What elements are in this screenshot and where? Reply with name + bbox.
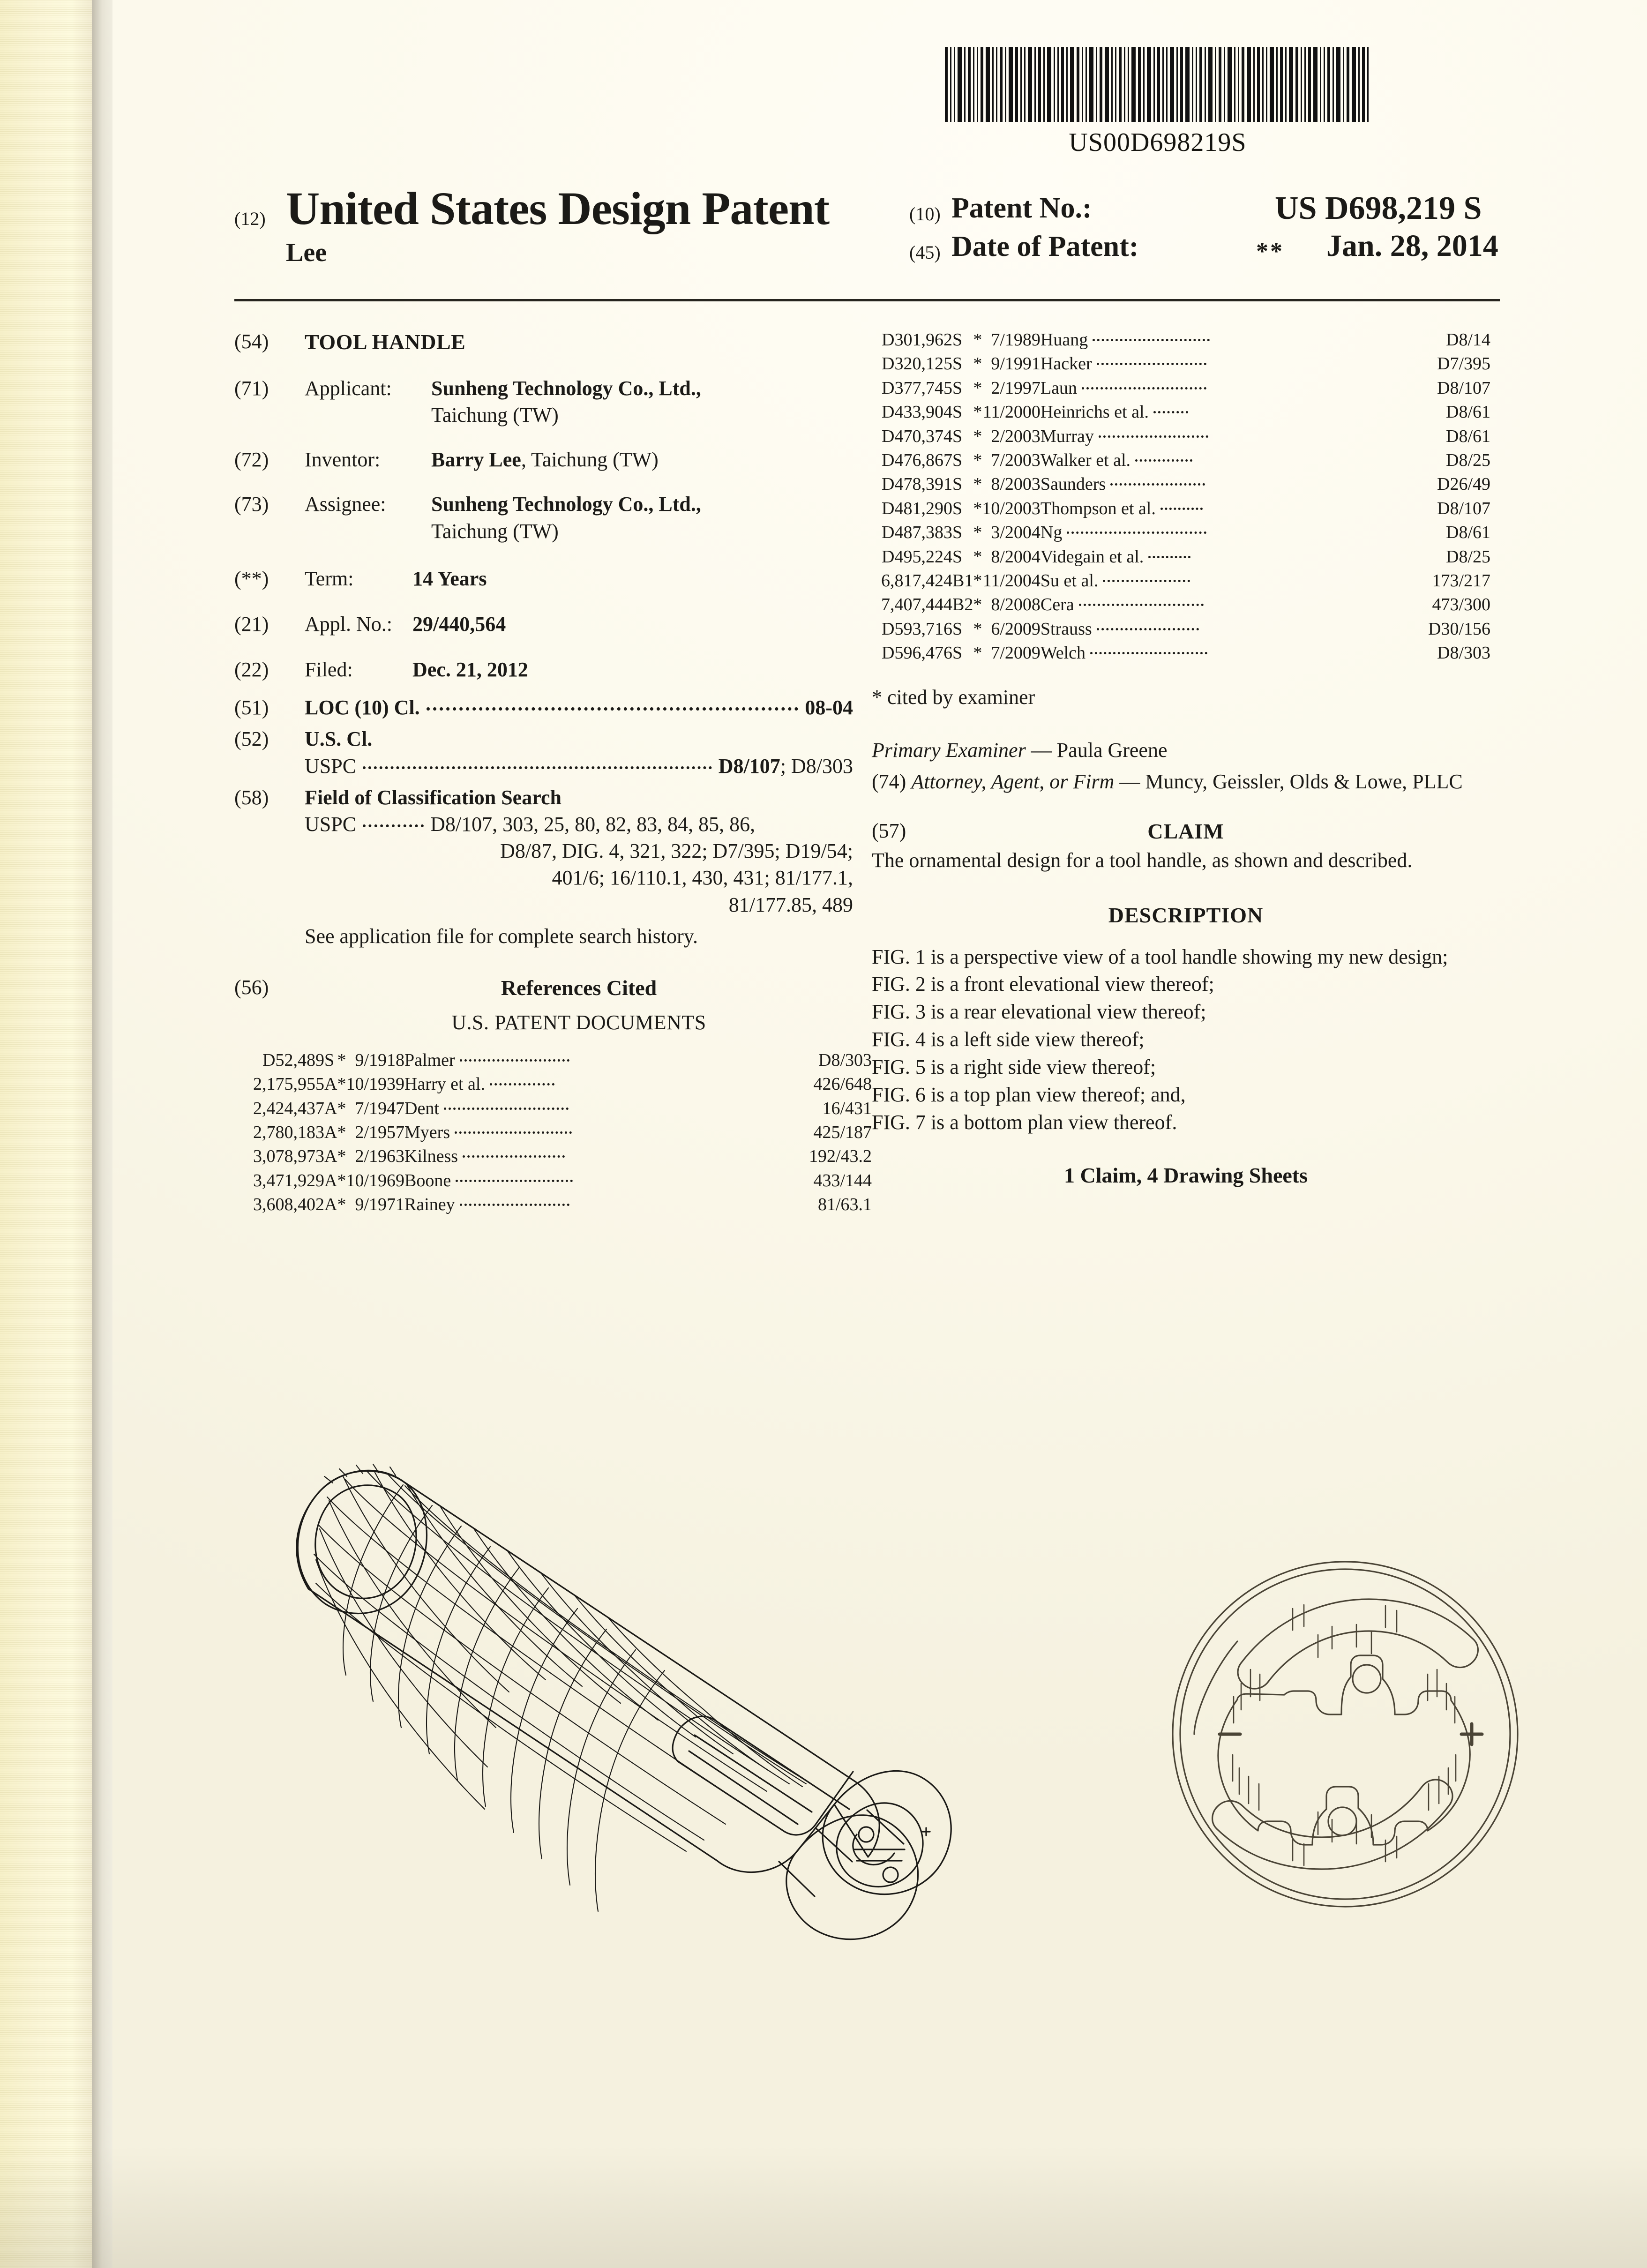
citation-number: 2,175,955 xyxy=(253,1074,324,1094)
citation-assignee-name: Palmer xyxy=(404,1048,809,1072)
citation-classification: D8/25 xyxy=(1446,450,1490,470)
dot-leader xyxy=(1079,604,1204,606)
citation-assignee-name: Thompson et al. xyxy=(1041,497,1428,521)
citation-row xyxy=(253,1145,872,1168)
field-21-appl-no xyxy=(234,611,853,637)
citation-date: 6/2009 xyxy=(991,619,1041,639)
citation-assignee-name: Videgain et al. xyxy=(1041,545,1428,569)
citation-kind-code: A xyxy=(324,1195,337,1215)
citation-examiner-star: * xyxy=(337,1195,346,1215)
dot-leader xyxy=(1148,556,1190,558)
citation-kind-code: S xyxy=(952,523,963,543)
primary-examiner-line xyxy=(872,737,1500,764)
citation-row xyxy=(881,569,1490,593)
field-code-74: (74) xyxy=(872,770,906,793)
citation-date: 8/2003 xyxy=(991,474,1041,494)
dot-leader xyxy=(444,1108,569,1110)
citation-number: D377,745 xyxy=(882,378,952,398)
citation-number: D52,489 xyxy=(262,1050,324,1070)
citation-classification: 426/648 xyxy=(813,1074,872,1094)
citation-row xyxy=(881,328,1490,352)
field-72-inventor xyxy=(234,446,853,473)
attorney-line xyxy=(872,768,1500,796)
dot-leader xyxy=(1099,435,1208,438)
citation-assignee-name: Ng xyxy=(1041,521,1428,545)
citation-classification: D26/49 xyxy=(1437,474,1490,494)
citation-row xyxy=(881,641,1490,665)
page-title: United States Design Patent xyxy=(286,182,830,234)
citation-kind-code: S xyxy=(952,643,963,663)
citation-examiner-star: * xyxy=(973,426,982,446)
dot-leader xyxy=(1153,411,1188,413)
date-of-patent: Jan. 28, 2014 xyxy=(1326,229,1498,263)
citation-kind-code: S xyxy=(952,498,963,518)
loc-class-label: LOC (10) Cl. xyxy=(305,696,420,719)
references-cited-heading: References Cited xyxy=(501,975,657,1000)
citation-row xyxy=(881,545,1490,569)
citation-assignee-name: Su et al. xyxy=(1041,569,1428,593)
term-label: Term: xyxy=(305,567,354,590)
citation-kind-code: S xyxy=(952,354,963,374)
left-column xyxy=(234,328,872,1217)
dot-leader xyxy=(1135,459,1192,462)
dot-leader xyxy=(1110,483,1205,486)
field-code: (51) xyxy=(234,696,269,719)
citation-date: 9/1971 xyxy=(355,1195,405,1215)
attorney-firm: Muncy, Geissler, Olds & Lowe, PLLC xyxy=(1145,770,1463,793)
citation-examiner-star: * xyxy=(337,1050,346,1070)
citation-date: 11/2000 xyxy=(982,402,1041,422)
citation-date: 9/1991 xyxy=(991,354,1041,374)
citation-classification: 81/63.1 xyxy=(817,1195,872,1215)
search-class-line-2: D8/87, DIG. 4, 321, 322; D7/395; D19/54; xyxy=(500,839,853,863)
inventor-name: Barry Lee xyxy=(431,448,521,472)
citation-examiner-star: * xyxy=(973,402,982,422)
claim-text: The ornamental design for a tool handle, as shown and described. xyxy=(872,849,1413,872)
citation-classification: D8/303 xyxy=(818,1050,872,1070)
citation-number: 3,608,402 xyxy=(253,1195,324,1215)
dot-leader xyxy=(1097,628,1199,630)
us-cl-label: U.S. Cl. xyxy=(305,727,373,751)
citations-table-left xyxy=(253,1048,872,1217)
assignee-city: Taichung (TW) xyxy=(431,519,559,543)
citation-number: 7,407,444 xyxy=(881,595,952,615)
em-dash: — xyxy=(1026,738,1057,762)
citation-examiner-star: * xyxy=(973,354,982,374)
citation-number: D476,867 xyxy=(882,450,952,470)
scan-gutter xyxy=(0,0,92,2268)
patent-no-label: Patent No.: xyxy=(951,192,1092,224)
citation-classification: 192/43.2 xyxy=(809,1146,872,1167)
citation-date: 7/1989 xyxy=(991,330,1041,350)
citation-number: D433,904 xyxy=(882,402,952,422)
field-71-applicant xyxy=(234,375,853,428)
citation-number: D495,224 xyxy=(882,546,952,567)
search-history-note: See application file for complete search history. xyxy=(305,924,698,948)
inventor-city: , Taichung (TW) xyxy=(521,448,659,472)
applicant-name: Sunheng Technology Co., Ltd., xyxy=(431,376,701,400)
citation-examiner-star: * xyxy=(973,595,982,615)
citation-assignee-name: Cera xyxy=(1041,593,1428,617)
us-patent-documents-subheading: U.S. PATENT DOCUMENTS xyxy=(451,1010,706,1034)
citation-date: 3/2004 xyxy=(991,523,1041,543)
citation-classification: 433/144 xyxy=(813,1170,872,1190)
citation-kind-code: S xyxy=(952,426,963,446)
citation-examiner-star: * xyxy=(973,570,982,591)
figure-description: FIG. 6 is a top plan view thereof; and, xyxy=(872,1083,1186,1107)
citation-assignee-name: Hacker xyxy=(1041,352,1428,376)
citation-classification: D8/107 xyxy=(1437,378,1490,398)
citation-classification: D8/25 xyxy=(1446,546,1490,567)
citation-date: 10/1969 xyxy=(346,1170,405,1190)
field-code: (58) xyxy=(234,786,269,809)
citation-number: 3,078,973 xyxy=(253,1146,324,1167)
citation-date: 7/1947 xyxy=(355,1098,405,1118)
citation-row xyxy=(253,1193,872,1217)
citation-classification: D8/107 xyxy=(1437,498,1490,518)
cited-by-examiner-note: * cited by examiner xyxy=(872,686,1035,709)
citation-date: 7/2003 xyxy=(991,450,1041,470)
attorney-label: Attorney, Agent, or Firm xyxy=(911,770,1115,793)
citation-row xyxy=(881,352,1490,376)
citation-number: D478,391 xyxy=(882,474,952,494)
citation-kind-code: S xyxy=(952,450,963,470)
masthead xyxy=(234,182,1500,288)
drawing-area xyxy=(202,1336,1631,2133)
dot-leader xyxy=(460,1204,569,1206)
citation-assignee-name: Huang xyxy=(1041,328,1428,352)
citation-row xyxy=(881,376,1490,400)
citation-assignee-name: Saunders xyxy=(1041,472,1428,496)
citation-kind-code: B2 xyxy=(952,595,973,615)
tool-handle-perspective-drawing xyxy=(297,1464,951,1939)
figure-description: FIG. 5 is a right side view thereof; xyxy=(872,1055,1156,1079)
citation-classification: D8/303 xyxy=(1437,643,1490,663)
claim-heading: CLAIM xyxy=(1147,819,1224,844)
loc-class-value: 08-04 xyxy=(805,696,853,719)
citation-classification: 425/187 xyxy=(813,1122,872,1142)
field-54-title xyxy=(234,328,853,356)
citation-kind-code: S xyxy=(952,378,963,398)
dot-leader xyxy=(463,1155,565,1158)
applicant-city: Taichung (TW) xyxy=(431,403,559,427)
citation-kind-code: B1 xyxy=(952,570,973,591)
filed-label: Filed: xyxy=(305,658,353,681)
citation-number: D320,125 xyxy=(882,354,952,374)
inventor-label: Inventor: xyxy=(305,448,381,472)
citation-classification: 16/431 xyxy=(822,1098,872,1118)
uspc-label: USPC xyxy=(305,754,357,778)
citation-kind-code: A xyxy=(324,1074,337,1094)
field-code: (22) xyxy=(234,658,269,681)
term-value: 14 Years xyxy=(412,567,487,590)
citation-row xyxy=(253,1169,872,1193)
dot-leader xyxy=(490,1083,554,1085)
citation-examiner-star: * xyxy=(973,546,982,567)
dot-leader xyxy=(1093,339,1210,341)
citation-number: D593,716 xyxy=(882,619,952,639)
citation-examiner-star: * xyxy=(973,330,982,350)
term-asterisk-marker: ** xyxy=(1256,238,1284,265)
citation-kind-code: S xyxy=(952,402,963,422)
citation-kind-code: S xyxy=(324,1050,335,1070)
citation-examiner-star: * xyxy=(973,474,982,494)
citation-classification: 473/300 xyxy=(1432,595,1490,615)
patent-number: US D698,219 S xyxy=(1275,190,1482,226)
citation-examiner-star: * xyxy=(973,619,982,639)
citation-row xyxy=(881,400,1490,424)
citation-row xyxy=(881,617,1490,641)
citation-row xyxy=(253,1097,872,1121)
right-column xyxy=(872,328,1500,1188)
invention-title: TOOL HANDLE xyxy=(305,330,466,354)
search-class-line-4: 81/177.85, 489 xyxy=(728,893,853,916)
citation-number: 2,424,437 xyxy=(253,1098,324,1118)
uspc-secondary-class: ; D8/303 xyxy=(780,754,853,778)
citation-row xyxy=(253,1072,872,1096)
citation-assignee-name: Boone xyxy=(404,1169,809,1193)
citation-examiner-star: * xyxy=(973,643,982,663)
barcode-number: US00D698219S xyxy=(1069,128,1247,157)
citation-number: D301,962 xyxy=(882,330,952,350)
citation-classification: D8/61 xyxy=(1446,523,1490,543)
citation-date: 11/2004 xyxy=(982,570,1041,591)
field-code: (21) xyxy=(234,612,269,636)
citation-examiner-star: * xyxy=(337,1170,346,1190)
citation-examiner-star: * xyxy=(337,1074,346,1094)
figure-description: FIG. 1 is a perspective view of a tool handle showing my new design; xyxy=(872,945,1448,968)
dot-leader xyxy=(1090,652,1207,654)
citation-examiner-star: * xyxy=(973,498,982,518)
figure-description: FIG. 4 is a left side view thereof; xyxy=(872,1028,1145,1051)
citation-kind-code: A xyxy=(324,1146,337,1167)
citation-examiner-star: * xyxy=(973,378,982,398)
citation-date: 2/2003 xyxy=(991,426,1041,446)
citation-date: 8/2004 xyxy=(991,546,1041,567)
citation-row xyxy=(881,521,1490,545)
tool-handle-end-view-drawing xyxy=(1173,1562,1518,1907)
field-code: (**) xyxy=(234,567,269,590)
appl-no-label: Appl. No.: xyxy=(305,612,392,636)
citation-examiner-star: * xyxy=(337,1098,346,1118)
citation-assignee-name: Dent xyxy=(404,1097,809,1121)
appl-no-value: 29/440,564 xyxy=(412,612,506,636)
field-58-search-field xyxy=(234,784,853,950)
primary-examiner-name: Paula Greene xyxy=(1056,738,1168,762)
citation-date: 2/1963 xyxy=(355,1146,405,1167)
field-of-search-label: Field of Classification Search xyxy=(305,786,561,809)
citation-number: 6,817,424 xyxy=(881,570,952,591)
claim-sheet-count: 1 Claim, 4 Drawing Sheets xyxy=(1063,1163,1308,1188)
assignee-name: Sunheng Technology Co., Ltd., xyxy=(431,493,701,516)
citation-kind-code: A xyxy=(324,1098,337,1118)
field-code: (52) xyxy=(234,727,269,751)
field-22-filed xyxy=(234,656,853,683)
field-52-us-class xyxy=(234,726,853,779)
citation-date: 8/2008 xyxy=(991,595,1041,615)
citation-assignee-name: Welch xyxy=(1041,641,1428,665)
barcode-image xyxy=(844,47,1472,122)
field-code: (56) xyxy=(234,975,269,999)
field-code-45: (45) xyxy=(909,242,941,263)
citation-assignee-name: Rainey xyxy=(404,1193,809,1217)
citation-row xyxy=(881,449,1490,472)
citation-date: 2/1957 xyxy=(355,1122,405,1142)
field-code: (73) xyxy=(234,493,269,516)
dot-leader xyxy=(1160,508,1203,510)
dot-leader xyxy=(363,824,424,827)
assignee-label: Assignee: xyxy=(305,493,386,516)
citation-date: 7/2009 xyxy=(991,643,1041,663)
citation-classification: 173/217 xyxy=(1432,570,1490,591)
citation-assignee-name: Harry et al. xyxy=(404,1072,809,1096)
citation-number: 2,780,183 xyxy=(253,1122,324,1142)
citation-examiner-star: * xyxy=(337,1146,346,1167)
citation-kind-code: S xyxy=(952,330,963,350)
citations-table-right xyxy=(881,328,1490,665)
dot-leader xyxy=(456,1180,573,1182)
citation-kind-code: S xyxy=(952,474,963,494)
dot-leader xyxy=(427,707,799,711)
citation-row xyxy=(881,593,1490,617)
field-code: (54) xyxy=(234,330,269,353)
dot-leader xyxy=(1103,580,1190,582)
search-class-line-1: D8/107, 303, 25, 80, 82, 83, 84, 85, 86, xyxy=(430,813,756,836)
citation-assignee-name: Myers xyxy=(404,1121,809,1145)
citation-number: D481,290 xyxy=(882,498,952,518)
citation-date: 2/1997 xyxy=(991,378,1041,398)
citation-date: 10/1939 xyxy=(346,1074,405,1094)
citation-number: D487,383 xyxy=(882,523,952,543)
figure-description-list xyxy=(872,943,1500,1137)
citation-kind-code: A xyxy=(324,1122,337,1142)
citation-row xyxy=(253,1048,872,1072)
citation-number: D596,476 xyxy=(882,643,952,663)
dot-leader xyxy=(363,766,712,769)
citation-assignee-name: Strauss xyxy=(1041,617,1428,641)
figure-description: FIG. 7 is a bottom plan view thereof. xyxy=(872,1111,1177,1134)
date-of-patent-label: Date of Patent: xyxy=(951,231,1139,262)
citation-number: D470,374 xyxy=(882,426,952,446)
em-dash: — xyxy=(1114,770,1145,793)
field-code-12: (12) xyxy=(234,208,266,229)
citation-number: 3,471,929 xyxy=(253,1170,324,1190)
citation-row xyxy=(881,472,1490,496)
page-bottom-shadow xyxy=(0,2146,1647,2268)
citation-assignee-name: Kilness xyxy=(404,1145,809,1168)
field-56-references xyxy=(234,974,853,1002)
citation-row xyxy=(881,425,1490,449)
citation-kind-code: A xyxy=(324,1170,337,1190)
citation-assignee-name: Heinrichs et al. xyxy=(1041,400,1428,424)
dot-leader xyxy=(1082,387,1206,389)
field-73-assignee xyxy=(234,491,853,544)
figure-description: FIG. 3 is a rear elevational view thereof; xyxy=(872,1000,1206,1024)
uspc-label: USPC xyxy=(305,813,357,836)
citation-classification: D8/61 xyxy=(1446,402,1490,422)
citation-date: 9/1918 xyxy=(355,1050,405,1070)
applicant-label: Applicant: xyxy=(305,376,392,400)
citation-date: 10/2003 xyxy=(982,498,1041,518)
field-code-57: (57) xyxy=(872,819,906,843)
dot-leader xyxy=(1097,363,1206,365)
citation-assignee-name: Walker et al. xyxy=(1041,449,1428,472)
dot-leader xyxy=(460,1059,569,1062)
search-class-line-3: 401/6; 16/110.1, 430, 431; 81/177.1, xyxy=(552,866,853,890)
description-heading: DESCRIPTION xyxy=(1108,903,1264,927)
citation-examiner-star: * xyxy=(973,450,982,470)
field-code: (71) xyxy=(234,376,269,400)
field-51-loc-class xyxy=(234,694,853,721)
field-code: (72) xyxy=(234,448,269,472)
citation-classification: D8/61 xyxy=(1446,426,1490,446)
citation-classification: D30/156 xyxy=(1428,619,1490,639)
citation-row xyxy=(253,1121,872,1145)
citation-classification: D7/395 xyxy=(1437,354,1490,374)
masthead-divider xyxy=(234,299,1500,301)
field-term xyxy=(234,565,853,592)
primary-examiner-label: Primary Examiner xyxy=(872,738,1026,762)
uspc-primary-class: D8/107 xyxy=(718,754,780,778)
citation-row xyxy=(881,497,1490,521)
citation-examiner-star: * xyxy=(337,1122,346,1142)
barcode-block xyxy=(844,47,1472,157)
citation-assignee-name: Laun xyxy=(1041,376,1428,400)
citation-kind-code: S xyxy=(952,546,963,567)
figure-description: FIG. 2 is a front elevational view thereof; xyxy=(872,973,1214,996)
filed-value: Dec. 21, 2012 xyxy=(412,658,528,681)
citation-classification: D8/14 xyxy=(1446,330,1490,350)
dot-leader xyxy=(455,1131,572,1134)
citation-examiner-star: * xyxy=(973,523,982,543)
field-code-10: (10) xyxy=(909,203,941,225)
inventor-surname: Lee xyxy=(286,238,327,267)
dot-leader xyxy=(1067,531,1206,534)
citation-assignee-name: Murray xyxy=(1041,425,1428,449)
citation-kind-code: S xyxy=(952,619,963,639)
